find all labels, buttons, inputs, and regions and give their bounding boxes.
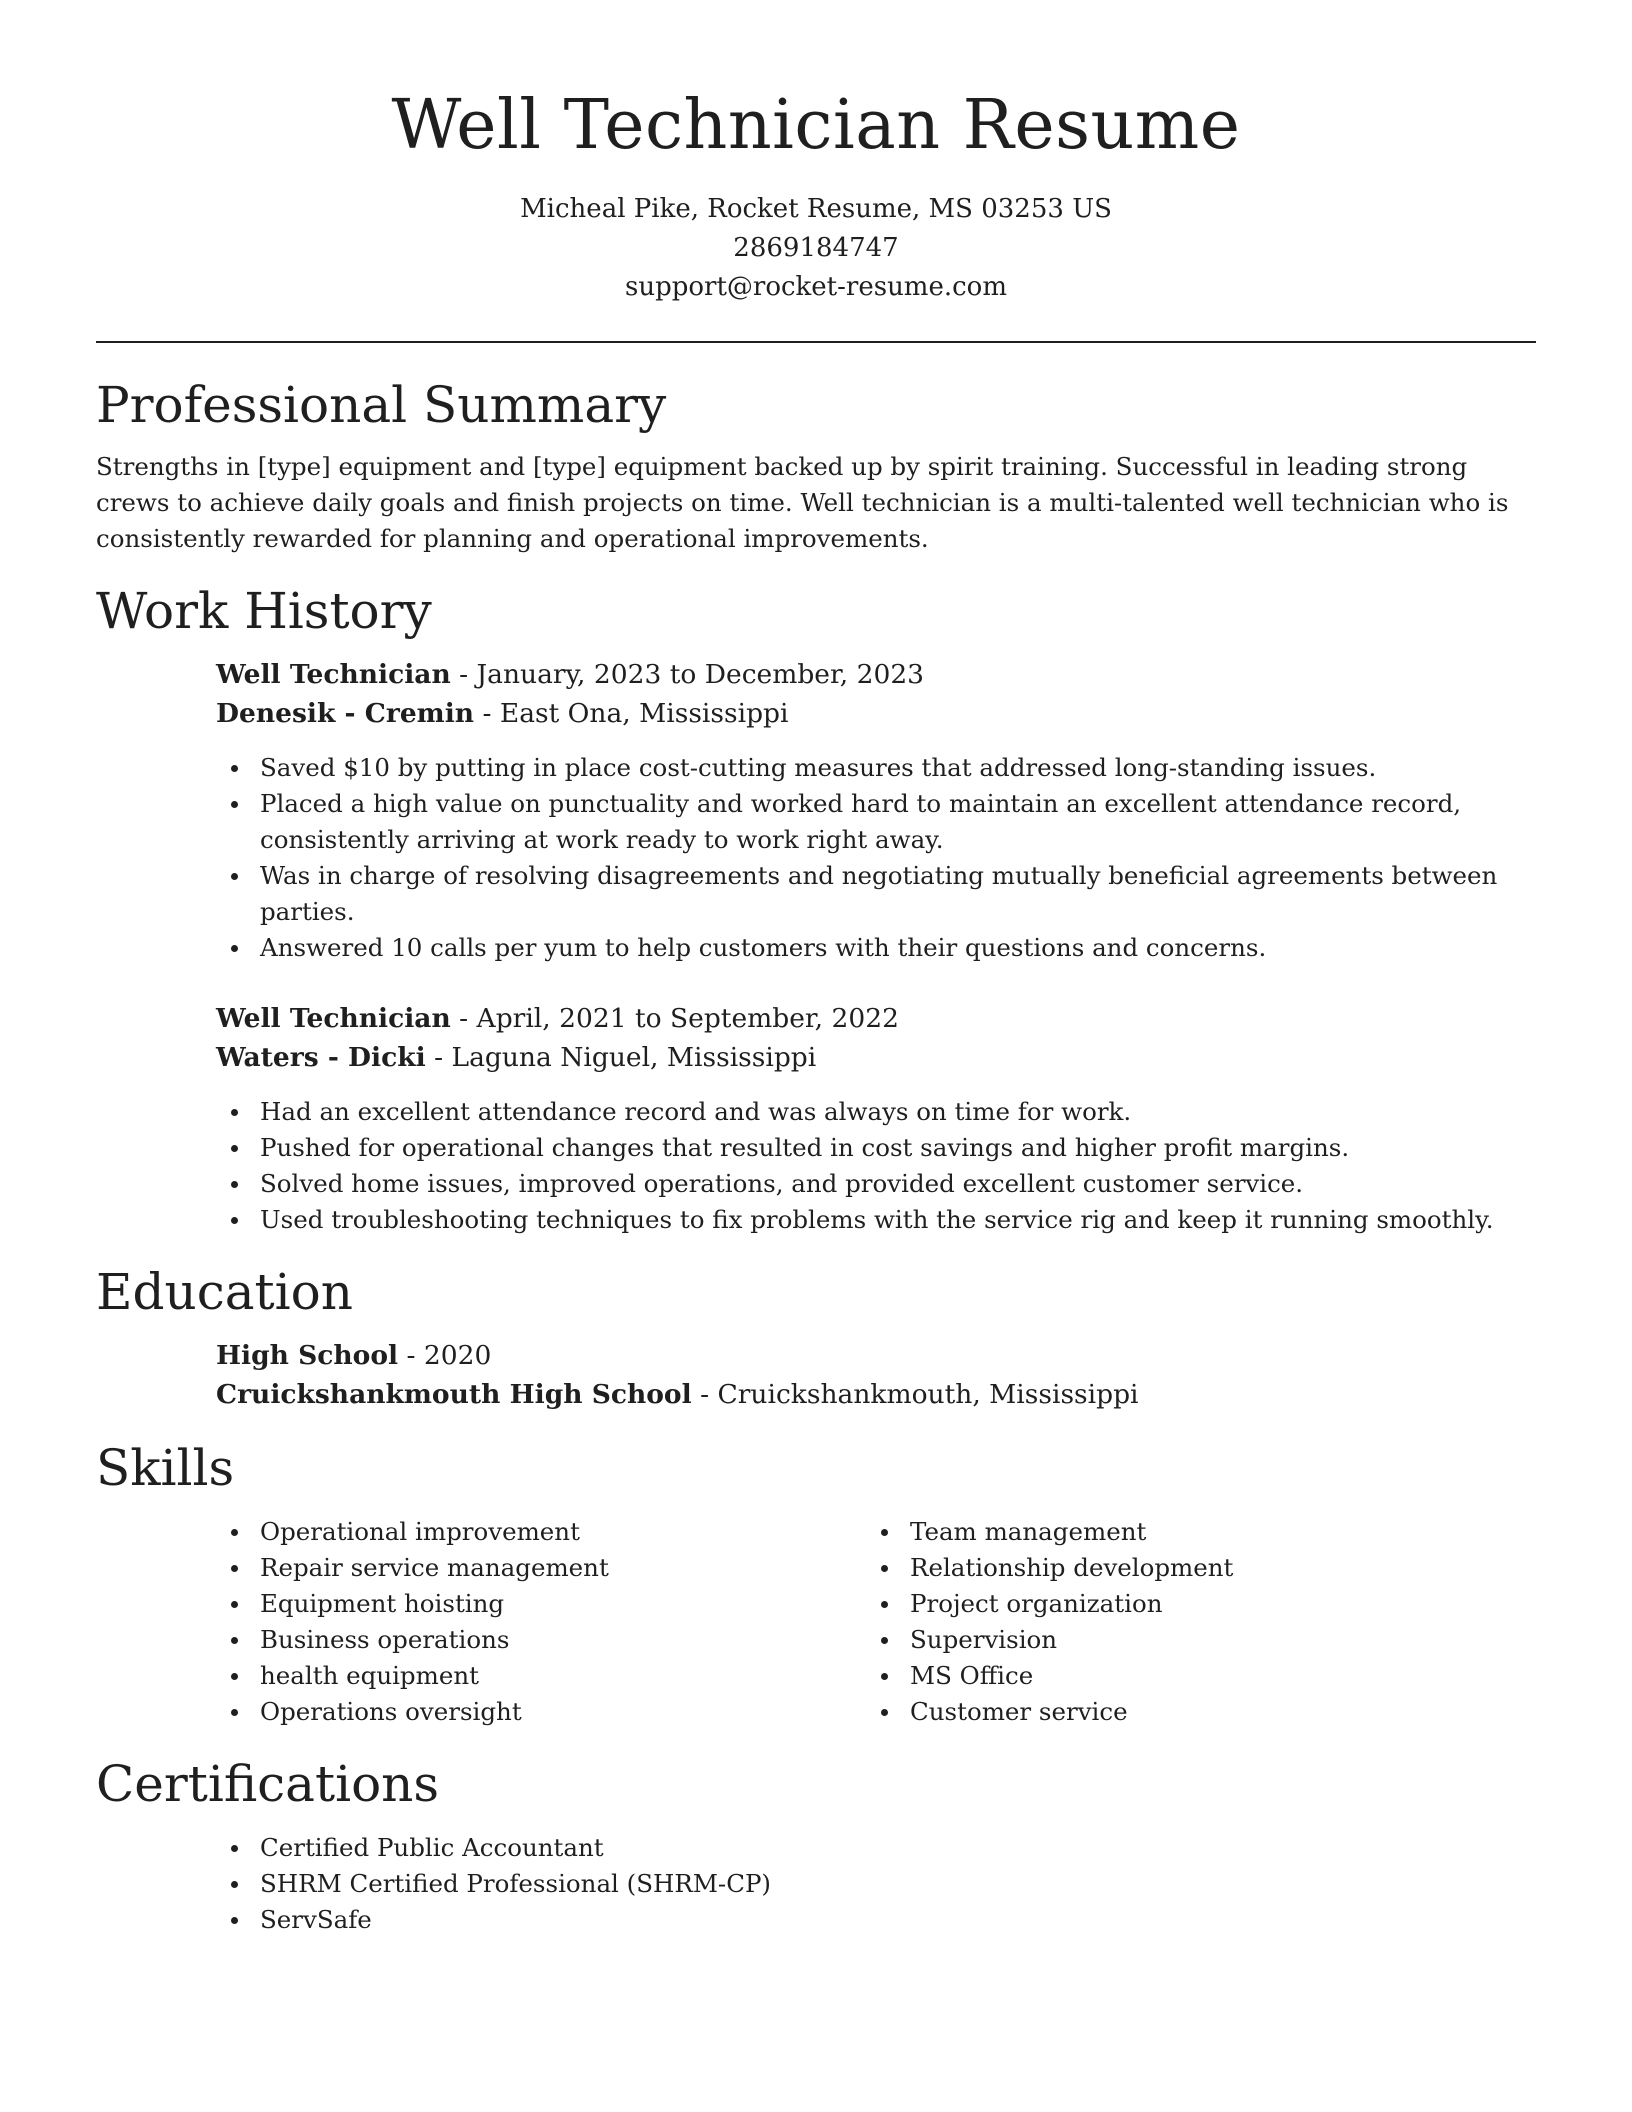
job-location: - East Ona, Mississippi (474, 698, 789, 729)
job-duty-item: Answered 10 calls per yum to help customers with their questions and concerns. (216, 930, 1536, 966)
work-history-heading: Work History (96, 582, 432, 640)
graduation-year: - 2020 (398, 1340, 492, 1371)
job-company-line (216, 1038, 1536, 1077)
job-duty-item: Solved home issues, improved operations, and provided excellent customer service. (216, 1166, 1536, 1202)
education-entry (216, 1336, 1536, 1414)
job-dates: - April, 2021 to September, 2022 (450, 1003, 899, 1034)
resume-header (96, 0, 1536, 307)
job-duty-item: Was in charge of resolving disagreements and negotiating mutually beneficial agreements between parties. (216, 858, 1536, 930)
resume-page (96, 0, 1536, 1938)
skills-section (96, 1436, 1536, 1730)
job-duty-item: Saved $10 by putting in place cost-cutting measures that addressed long-standing issues. (216, 750, 1536, 786)
job-company-line (216, 694, 1536, 733)
skill-item: Equipment hoisting (216, 1586, 866, 1622)
job-title-line (216, 655, 1536, 694)
education-heading: Education (96, 1263, 353, 1321)
skill-item: Relationship development (866, 1550, 1516, 1586)
job-duty-item: Had an excellent attendance record and was always on time for work. (216, 1094, 1536, 1130)
job-company: Waters - Dicki (216, 1042, 426, 1073)
summary-heading: Professional Summary (96, 376, 667, 434)
skill-item: Customer service (866, 1694, 1516, 1730)
certifications-heading: Certifications (96, 1755, 440, 1813)
skill-item: Repair service management (216, 1550, 866, 1586)
certification-item: SHRM Certified Professional (SHRM-CP) (216, 1866, 1536, 1902)
certifications-section (96, 1752, 1536, 1938)
header-divider (96, 341, 1536, 343)
skill-item: Operations oversight (216, 1694, 866, 1730)
certification-item: Certified Public Accountant (216, 1830, 1536, 1866)
skill-item: Supervision (866, 1622, 1516, 1658)
skills-list-right (866, 1514, 1516, 1730)
skill-item: Operational improvement (216, 1514, 866, 1550)
skill-item: health equipment (216, 1658, 866, 1694)
job-entry (216, 999, 1536, 1238)
summary-section (96, 373, 1536, 557)
job-title-line (216, 999, 1536, 1038)
skills-list-left (216, 1514, 866, 1730)
job-duty-item: Used troubleshooting techniques to fix problems with the service rig and keep it running smoothly. (216, 1202, 1536, 1238)
job-entry (216, 655, 1536, 966)
education-section (96, 1260, 1536, 1414)
contact-info (96, 190, 1536, 307)
certification-item: ServSafe (216, 1902, 1536, 1938)
resume-title: Well Technician Resume (391, 86, 1241, 165)
degree-name: High School (216, 1340, 399, 1371)
job-title: Well Technician (216, 659, 451, 690)
contact-email: support@rocket-resume.com (624, 272, 1007, 302)
skill-item: Team management (866, 1514, 1516, 1550)
skill-item: MS Office (866, 1658, 1516, 1694)
skill-item: Business operations (216, 1622, 866, 1658)
school-line (216, 1375, 1536, 1414)
job-location: - Laguna Niguel, Mississippi (425, 1042, 817, 1073)
job-duty-item: Pushed for operational changes that resulted in cost savings and higher profit margins. (216, 1130, 1536, 1166)
school-location: - Cruickshankmouth, Mississippi (691, 1379, 1139, 1410)
work-history-section (96, 579, 1536, 1238)
contact-address: Micheal Pike, Rocket Resume, MS 03253 US (520, 194, 1112, 224)
job-duty-item: Placed a high value on punctuality and worked hard to maintain an excellent attendance record, consistently arriving at work ready to work right away. (216, 786, 1536, 858)
job-duties-list (216, 750, 1536, 966)
skills-grid (216, 1514, 1536, 1730)
job-duties-list (216, 1094, 1536, 1238)
skill-item: Project organization (866, 1586, 1516, 1622)
certifications-list (216, 1830, 1536, 1938)
job-company: Denesik - Cremin (216, 698, 475, 729)
job-dates: - January, 2023 to December, 2023 (450, 659, 925, 690)
skills-heading: Skills (96, 1439, 235, 1497)
school-name: Cruickshankmouth High School (216, 1379, 692, 1410)
summary-text: Strengths in [type] equipment and [type] equipment backed up by spirit training. Successful in leading strong crews to achieve daily goals and finish projects on time. Well technician is a multi-talented well technician who is consistently rewarded for planning and operational improvements. (96, 452, 1509, 553)
contact-phone: 2869184747 (733, 233, 899, 263)
degree-line (216, 1336, 1536, 1375)
job-title: Well Technician (216, 1003, 451, 1034)
